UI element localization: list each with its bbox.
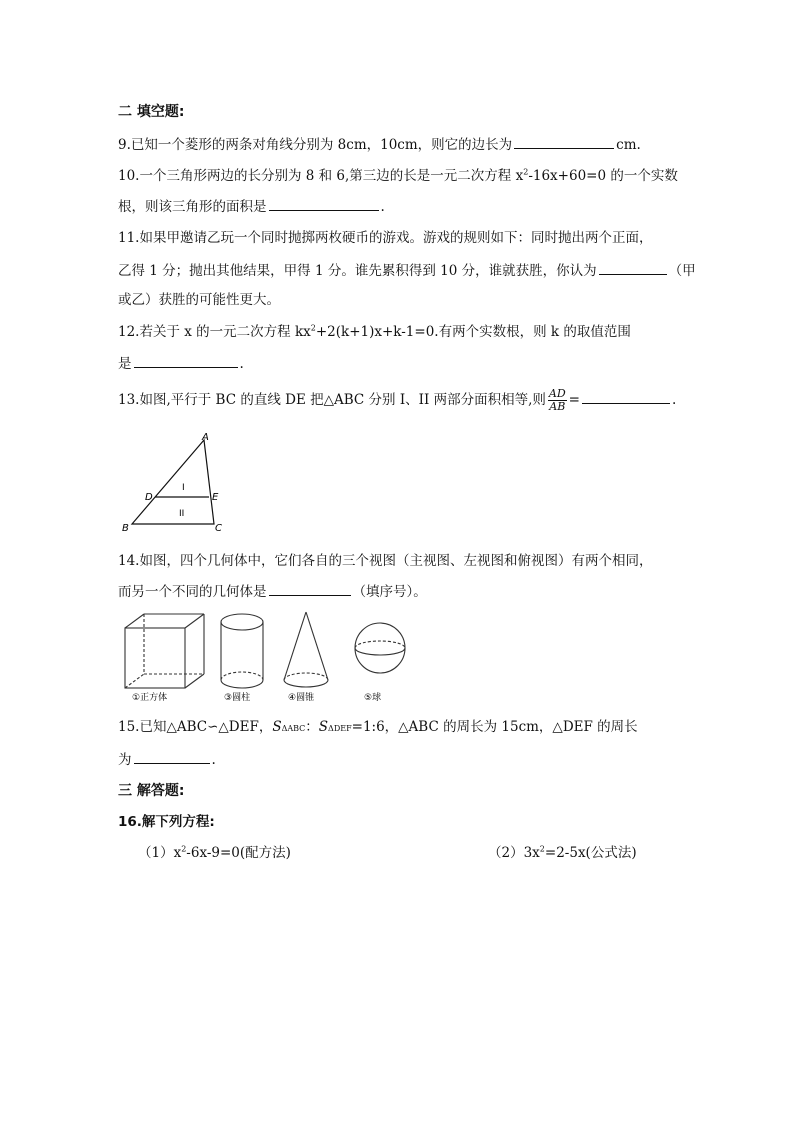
q11-answer-blank[interactable]	[599, 260, 667, 275]
q15-text-line2: 为	[118, 752, 132, 768]
q16-p1-exponent: 2	[181, 844, 187, 854]
question-11-line-2	[118, 260, 696, 281]
q16-p2-exponent: 2	[539, 844, 545, 854]
q13-answer-blank[interactable]	[582, 389, 670, 404]
q15-text-a: 15.已知△ABC∽△DEF，	[118, 719, 273, 735]
question-15-line-1	[118, 717, 638, 739]
q12-text-line2: 是	[118, 356, 132, 372]
question-12-line-2	[118, 353, 244, 374]
q12-text-b: +2(k+1)x+k-1=0.有两个实数根，则 k 的取值范围	[315, 324, 631, 340]
q16-p2-text-a: （2）3x	[488, 845, 540, 861]
q11-end: （甲	[668, 263, 696, 279]
q16-p1-text-b: -6x-9=0(配方法)	[186, 845, 291, 861]
q10-answer-blank[interactable]	[269, 196, 379, 211]
question-11-line-3: 或乙）获胜的可能性更大。	[118, 292, 280, 308]
caption-cube: ①正方体	[132, 693, 168, 703]
q10-end: .	[380, 199, 385, 215]
q15-area-s2: S	[318, 719, 329, 735]
cone-shape	[284, 612, 328, 687]
question-16-part-1	[138, 843, 291, 863]
q12-end: .	[239, 356, 244, 372]
q13-equals: =	[568, 392, 580, 408]
solve-section-heading: 三 解答题:	[118, 783, 185, 799]
q10-text-line2: 根，则该三角形的面积是	[118, 199, 267, 215]
question-12-line-1	[118, 322, 631, 342]
label-e: E	[212, 492, 219, 503]
q12-answer-blank[interactable]	[134, 353, 238, 368]
q13-text: 13.如图,平行于 BC 的直线 DE 把△ABC 分别 I、II 两部分面积相等,则	[118, 392, 546, 408]
q10-exponent: 2	[523, 167, 529, 177]
question-9	[118, 134, 641, 155]
label-region-i: I	[182, 483, 185, 493]
solids-figure	[118, 608, 418, 704]
question-15-line-2	[118, 749, 216, 770]
caption-sphere: ⑤球	[364, 693, 382, 703]
label-b: B	[122, 523, 129, 534]
triangle-abc	[132, 440, 214, 524]
q15-area-s1: S	[272, 719, 282, 735]
q16-p2-text-b: =2-5x(公式法)	[544, 845, 637, 861]
q10-text-b: -16x+60=0 的一个实数	[528, 168, 678, 184]
question-14-line-2	[118, 581, 427, 602]
q15-answer-blank[interactable]	[134, 749, 210, 764]
q15-end: .	[211, 752, 216, 768]
question-10-line-1	[118, 166, 678, 186]
question-16-title: 16.解下列方程:	[118, 814, 215, 830]
question-10-line-2	[118, 196, 385, 217]
caption-cone: ④圆锥	[288, 693, 315, 703]
sphere-shape	[355, 623, 405, 673]
q15-colon: ：	[305, 719, 319, 735]
triangle-figure	[118, 428, 228, 538]
q9-text: 9.已知一个菱形的两条对角线分别为 8cm，10cm，则它的边长为	[118, 137, 513, 153]
q11-text-line2: 乙得 1 分；抛出其他结果，甲得 1 分。谁先累积得到 10 分，谁就获胜，你认为	[118, 263, 597, 279]
q12-exponent: 2	[310, 323, 316, 333]
q14-end: （填序号）。	[352, 584, 427, 600]
question-13	[118, 388, 676, 413]
question-14-line-1: 14.如图，四个几何体中，它们各自的三个视图（主视图、左视图和俯视图）有两个相同，	[118, 553, 653, 569]
question-11-line-1: 11.如果甲邀请乙玩一个同时抛掷两枚硬币的游戏。游戏的规则如下：同时抛出两个正面，	[118, 230, 653, 246]
q9-answer-blank[interactable]	[514, 134, 614, 149]
q15-area-s2-subscript: ΔDEF	[328, 724, 352, 733]
q13-fraction-numerator: AD	[548, 387, 566, 400]
q12-text-a: 12.若关于 x 的一元二次方程 kx	[118, 324, 311, 340]
q15-area-s1-subscript: ΔABC	[281, 724, 306, 733]
q9-suffix: cm.	[616, 137, 641, 153]
fill-in-section-heading: 二 填空题:	[118, 104, 185, 120]
q13-end: .	[671, 392, 677, 408]
q13-fraction-denominator: AB	[549, 400, 566, 413]
q13-fraction	[548, 388, 567, 413]
caption-cylinder: ③圆柱	[224, 693, 251, 703]
q14-answer-blank[interactable]	[269, 581, 351, 596]
label-d: D	[145, 492, 153, 503]
q14-text-line2: 而另一个不同的几何体是	[118, 584, 267, 600]
label-c: C	[215, 523, 222, 534]
cube-shape	[125, 614, 204, 688]
q10-text-a: 10.一个三角形两边的长分别为 8 和 6,第三边的长是一元二次方程 x	[118, 168, 524, 184]
q15-text-b: =1:6，△ABC 的周长为 15cm，△DEF 的周长	[351, 719, 638, 735]
cylinder-shape	[221, 614, 263, 688]
question-16-part-2	[488, 843, 637, 863]
q16-p1-text-a: （1）x	[138, 845, 182, 861]
label-a: A	[202, 432, 209, 443]
label-region-ii: II	[179, 509, 185, 519]
